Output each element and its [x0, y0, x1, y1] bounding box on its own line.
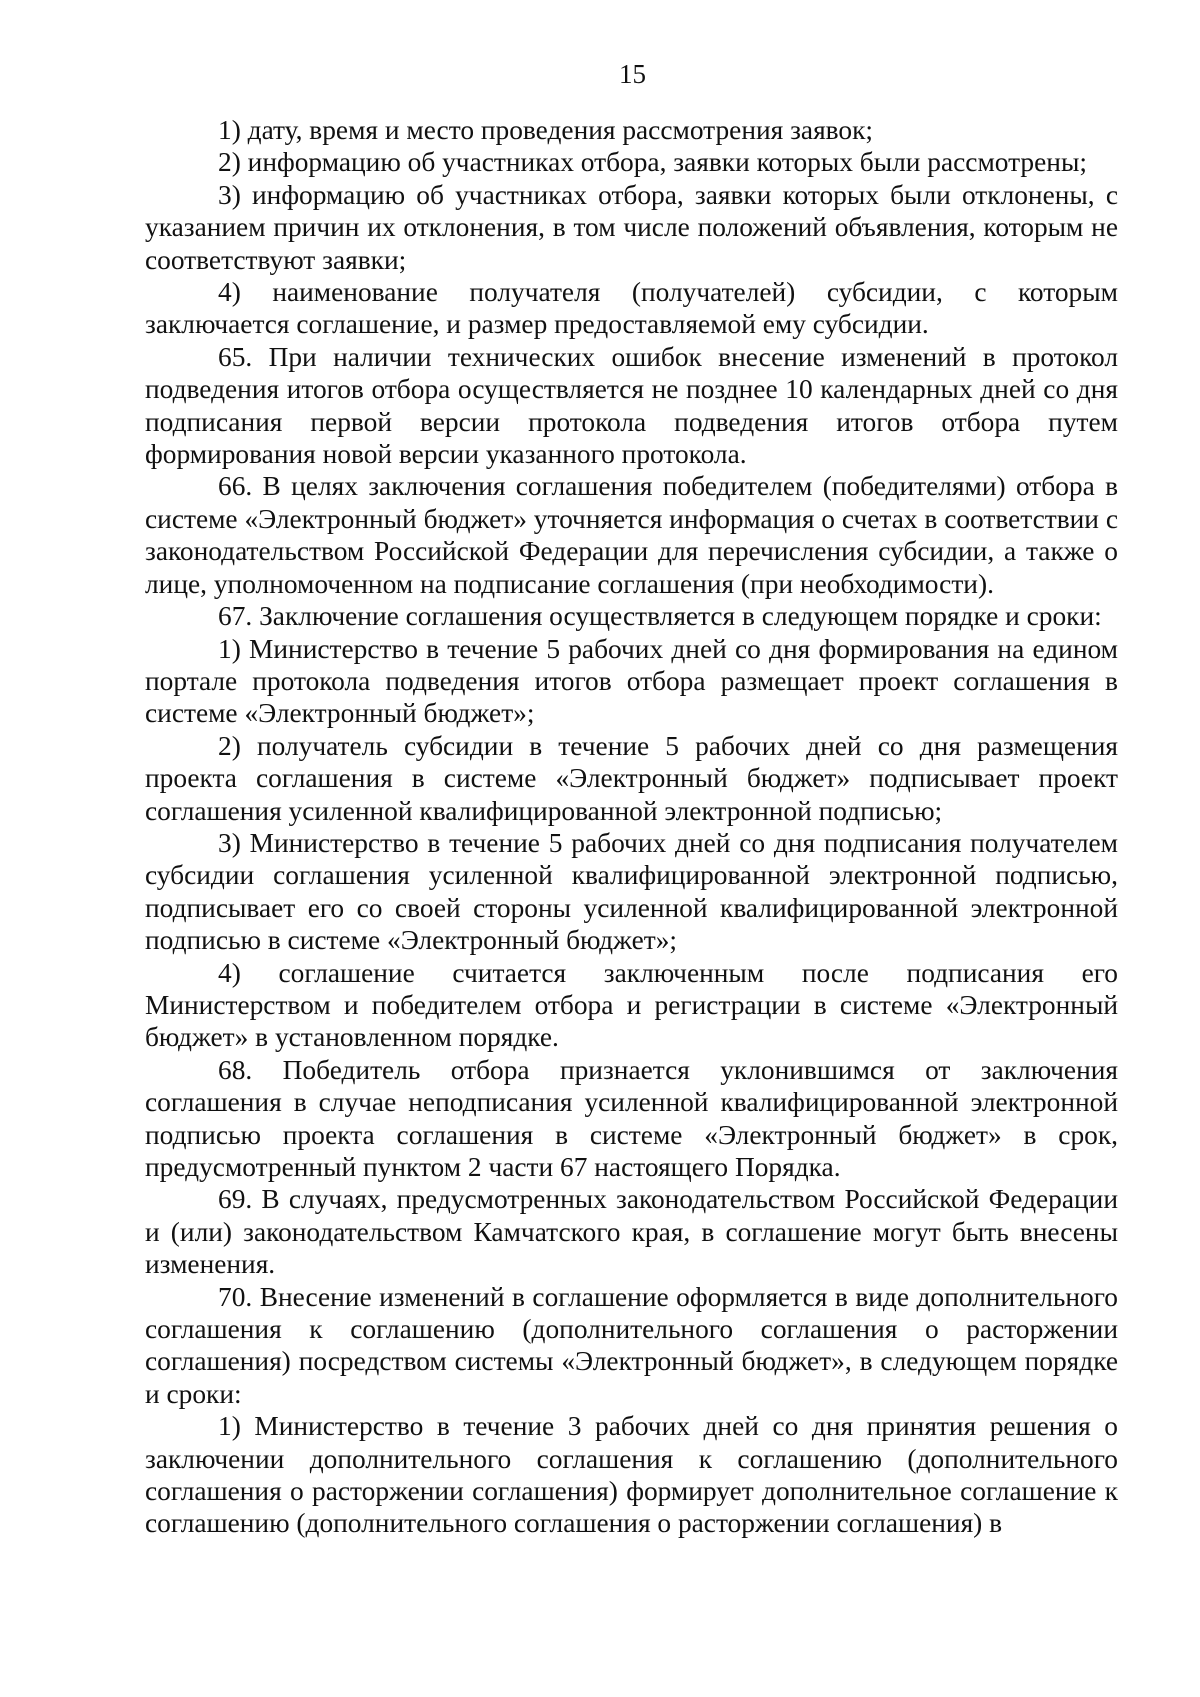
paragraph: 1) дату, время и место проведения рассмотрения заявок;	[218, 115, 874, 145]
paragraph: 2) получатель субсидии в течение 5 рабочих дней со дня размещения проекта соглашения в системе «Электронный бюджет» подписывает проект соглашения усиленной квалифицированной электронной подписью;	[145, 730, 1118, 826]
paragraph: 1) Министерство в течение 5 рабочих дней со дня формирования на едином портале протокола подведения итогов отбора размещает проект соглашения в системе «Электронный бюджет»;	[145, 633, 1118, 729]
paragraph: 65. При наличии технических ошибок внесение изменений в протокол подведения итогов отбора осуществляется не позднее 10 календарных дней со дня подписания первой версии протокола подведения итогов отбора путем формирования новой версии указанного протокола.	[145, 341, 1118, 470]
paragraph: 3) информацию об участниках отбора, заявки которых были отклонены, с указанием причин их отклонения, в том числе положений объявления, которым не соответствуют заявки;	[145, 179, 1118, 275]
document-body	[145, 114, 1118, 1540]
paragraph: 70. Внесение изменений в соглашение оформляется в виде дополнительного соглашения к соглашению (дополнительного соглашения о расторжении соглашения) посредством системы «Электронный бюджет», в следующем порядке и сроки:	[145, 1281, 1118, 1409]
paragraph: 1) Министерство в течение 3 рабочих дней со дня принятия решения о заключении дополнительного соглашения к соглашению (дополнительного соглашения о расторжении соглашения) формирует дополнительное соглашение к соглашению (дополнительного соглашения о расторжении соглашения) в	[145, 1411, 1118, 1539]
paragraph: 4) наименование получателя (получателей) субсидии, с которым заключается соглашение, и размер предоставляемой ему субсидии.	[145, 277, 1118, 340]
paragraph: 2) информацию об участниках отбора, заявки которых были рассмотрены;	[218, 147, 1087, 178]
paragraph: 67. Заключение соглашения осуществляется в следующем порядке и сроки:	[218, 601, 1102, 632]
page-number: 15	[619, 59, 646, 89]
paragraph: 66. В целях заключения соглашения победителем (победителями) отбора в системе «Электронный бюджет» уточняется информация о счетах в соответствии с законодательством Российской Федерации для перечисления субсидии, а также о лице, уполномоченном на подписание соглашения (при необходимости).	[145, 471, 1118, 599]
paragraph: 4) соглашение считается заключенным после подписания его Министерством и победителем отбора и регистрации в системе «Электронный бюджет» в установленном порядке.	[145, 957, 1118, 1053]
paragraph: 69. В случаях, предусмотренных законодательством Российской Федерации и (или) законодательством Камчатского края, в соглашение могут быть внесены изменения.	[145, 1184, 1118, 1280]
paragraph: 68. Победитель отбора признается уклонившимся от заключения соглашения в случае неподписания усиленной квалифицированной электронной подписью проекта соглашения в системе «Электронный бюджет» в срок, предусмотренный пунктом 2 части 67 настоящего Порядка.	[145, 1054, 1118, 1182]
paragraph: 3) Министерство в течение 5 рабочих дней со дня подписания получателем субсидии соглашения усиленной квалифицированной электронной подписью, подписывает его со своей стороны усиленной квалифицированной электронной подписью в системе «Электронный бюджет»;	[145, 827, 1118, 956]
